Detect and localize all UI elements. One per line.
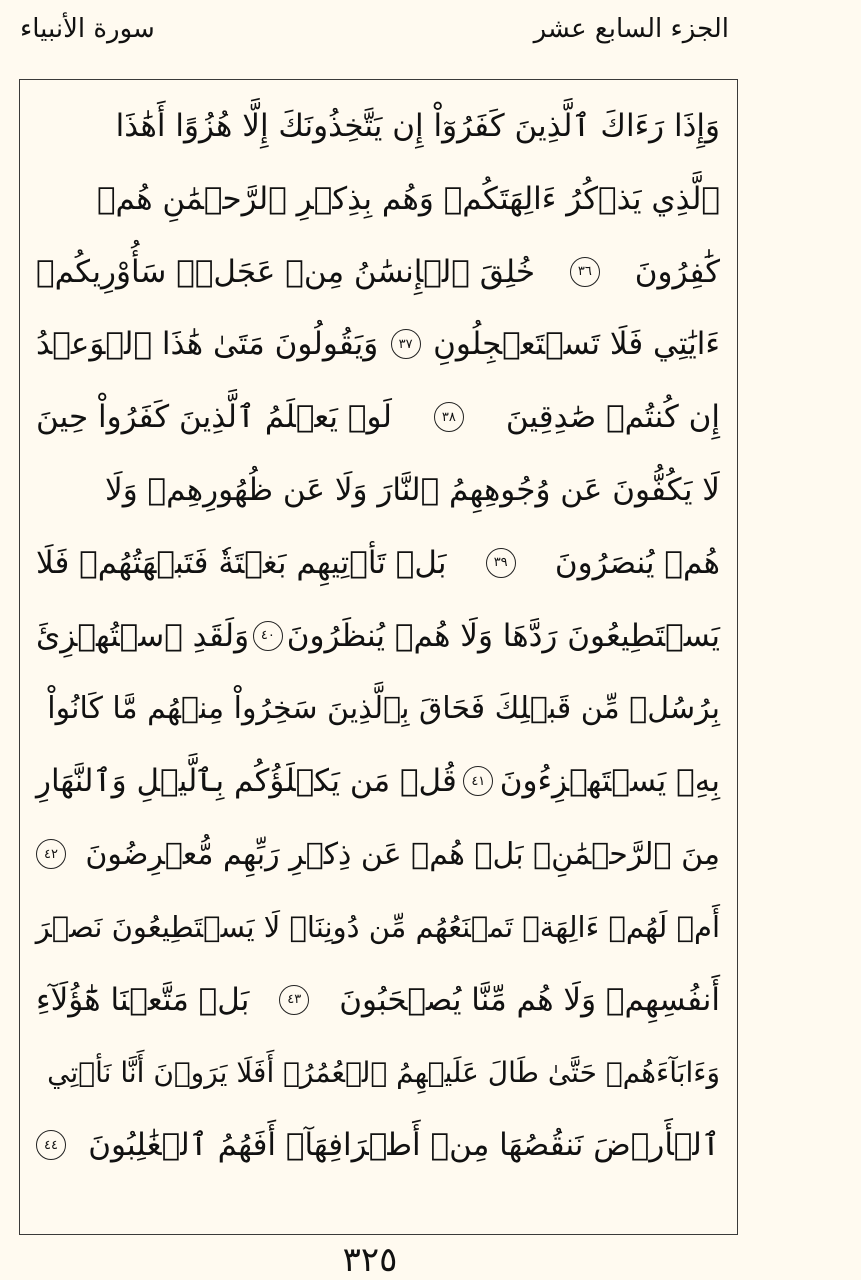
page-number: ٣٢٥ — [342, 1240, 398, 1280]
verse-text: وَيَقُولُونَ مَتَىٰ هَٰذَا ٱلۡوَعۡدُ — [36, 326, 379, 363]
verse-text: ٱلۡأَرۡضَ نَنقُصُهَا مِنۡ أَطۡرَافِهَآۚ أَفَهُمُ ٱلۡغَٰلِبُونَ — [88, 1127, 720, 1164]
text-line — [36, 1042, 720, 1102]
text-line — [36, 1115, 720, 1175]
text-line — [36, 751, 720, 811]
verse-text: وَءَابَآءَهُمۡ حَتَّىٰ طَالَ عَلَيۡهِمُ ٱلۡعُمُرُۗ أَفَلَا يَرَوۡنَ أَنَّا نَأۡتِي — [47, 1055, 720, 1089]
text-line — [36, 606, 720, 666]
verse-text: كَٰفِرُونَ — [634, 253, 720, 290]
text-line — [36, 824, 720, 884]
text-line — [36, 96, 720, 156]
text-line — [36, 970, 720, 1030]
verse-text: ٱلَّذِي يَذۡكُرُ ءَالِهَتَكُمۡ وَهُم بِذِكۡرِ ٱلرَّحۡمَٰنِ هُمۡ — [96, 180, 720, 217]
verse-text: يَسۡتَطِيعُونَ رَدَّهَا وَلَا هُمۡ يُنظَرُونَ — [286, 617, 720, 654]
verse-text: بَلۡ مَتَّعۡنَا هَٰٓؤُلَآءِ — [36, 981, 250, 1018]
ayah-number-marker: ٣٩ — [486, 548, 516, 578]
text-line — [36, 533, 720, 593]
juz-header: الجزء السابع عشر — [533, 14, 729, 44]
ayah-number-marker: ٤٣ — [279, 985, 309, 1015]
verse-text: وَإِذَا رَءَاكَ ٱلَّذِينَ كَفَرُوٓاْ إِن يَتَّخِذُونَكَ إِلَّا هُزُوًا أَهَٰذَا — [115, 108, 720, 144]
text-line — [36, 314, 720, 374]
verse-text: مِنَ ٱلرَّحۡمَٰنِۚ بَلۡ هُمۡ عَن ذِكۡرِ رَبِّهِم مُّعۡرِضُونَ — [85, 836, 720, 872]
ayah-number-marker: ٤٠ — [253, 621, 283, 651]
verse-text: بِرُسُلٖ مِّن قَبۡلِكَ فَحَاقَ بِٱلَّذِينَ سَخِرُواْ مِنۡهُم مَّا كَانُواْ — [47, 690, 720, 726]
text-line — [36, 678, 720, 738]
verse-text: هُمۡ يُنصَرُونَ — [554, 544, 720, 581]
ayah-number-marker: ٣٦ — [570, 257, 600, 287]
text-line — [36, 460, 720, 520]
verse-text: لَا يَكُفُّونَ عَن وُجُوهِهِمُ ٱلنَّارَ وَلَا عَن ظُهُورِهِمۡ وَلَا — [105, 472, 720, 508]
ayah-number-marker: ٣٧ — [391, 329, 421, 359]
ayah-number-marker: ٣٨ — [434, 402, 464, 432]
verse-text: إِن كُنتُمۡ صَٰدِقِينَ — [505, 399, 720, 436]
ayah-number-marker: ٤١ — [463, 766, 493, 796]
verse-text: ءَايَٰتِي فَلَا تَسۡتَعۡجِلُونِ — [433, 326, 720, 363]
text-line — [36, 897, 720, 957]
verse-text: أَنفُسِهِمۡ وَلَا هُم مِّنَّا يُصۡحَبُونَ — [339, 981, 720, 1018]
ayah-number-marker: ٤٢ — [36, 839, 66, 869]
verse-text: خُلِقَ ٱلۡإِنسَٰنُ مِنۡ عَجَلٖۚ سَأُوْرِيكُمۡ — [36, 253, 536, 290]
surah-header: سورة الأنبياء — [20, 14, 155, 44]
verse-text: وَلَقَدِ ٱسۡتُهۡزِئَ — [36, 617, 250, 654]
verse-text: لَوۡ يَعۡلَمُ ٱلَّذِينَ كَفَرُواْ حِينَ — [36, 399, 392, 436]
ayah-number-marker: ٤٤ — [36, 1130, 66, 1160]
verse-text: قُلۡ مَن يَكۡلَؤُكُم بِٱلَّيۡلِ وَٱلنَّهَارِ — [36, 763, 457, 800]
text-line — [36, 242, 720, 302]
verse-text: بَلۡ تَأۡتِيهِم بَغۡتَةٗ فَتَبۡهَتُهُمۡ فَلَا — [36, 544, 447, 581]
text-line — [36, 169, 720, 229]
verse-text: بِهِۦ يَسۡتَهۡزِءُونَ — [499, 763, 720, 800]
text-line — [36, 387, 720, 447]
verse-text: أَمۡ لَهُمۡ ءَالِهَةٞ تَمۡنَعُهُم مِّن دُونِنَاۚ لَا يَسۡتَطِيعُونَ نَصۡرَ — [35, 909, 720, 944]
